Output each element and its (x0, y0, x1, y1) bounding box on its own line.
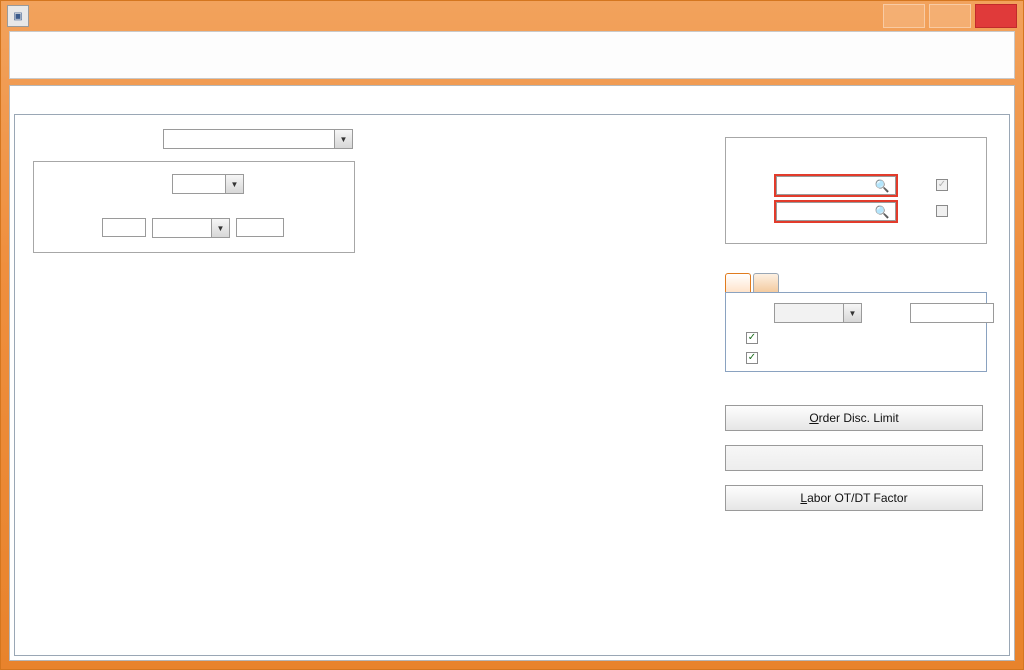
lost-repair-groupbox (725, 137, 987, 244)
consumable-tab-strip (725, 273, 779, 293)
labor-ot-dt-factor-label-rest: abor OT/DT Factor (807, 491, 908, 505)
pricing-month-by-combo[interactable] (163, 129, 353, 149)
consumable-on-discounted-amount-checkbox[interactable]: ✓ (747, 331, 757, 343)
discount-pre-approval-setup-button (725, 445, 983, 471)
consumable-value-input[interactable] (910, 303, 994, 323)
lost-rep-cost-checkbox[interactable]: ✓ (937, 179, 947, 190)
base-price-selection-combo[interactable] (172, 174, 244, 194)
client-area (9, 85, 1015, 661)
pricing-billing-panel (14, 114, 1010, 656)
repair-rep-cost-checkbox[interactable] (936, 205, 948, 217)
chevron-down-icon[interactable]: ▼ (225, 175, 243, 193)
consumable-on-first-invoice-checkbox[interactable]: ✓ (747, 351, 757, 363)
labor-ot-dt-factor-button[interactable]: Labor OT/DT Factor (725, 485, 983, 511)
minimize-button[interactable] (883, 4, 925, 28)
order-disc-limit-label-rest: rder Disc. Limit (818, 411, 899, 425)
maximize-button[interactable] (929, 4, 971, 28)
close-button[interactable] (975, 4, 1017, 28)
consumable-on-first-invoice-row[interactable] (746, 345, 765, 370)
chevron-down-icon[interactable]: ▼ (211, 219, 229, 237)
lost-sku-input[interactable] (776, 176, 896, 195)
order-disc-limit-button[interactable]: Order Disc. Limit (725, 405, 983, 431)
grid-groupbox (33, 161, 355, 253)
search-icon[interactable]: 🔍 (874, 204, 890, 219)
title-bar (1, 1, 1023, 31)
consumable-panel (725, 292, 987, 372)
repair-sku-input[interactable] (776, 202, 896, 221)
prorate-month-input[interactable] (236, 218, 284, 237)
tab-consumable[interactable] (725, 273, 751, 293)
prorate-week-input[interactable] (102, 218, 146, 237)
main-toolbar (9, 31, 1015, 79)
window-controls (879, 4, 1023, 28)
app-icon: ▣ (7, 5, 29, 27)
tab-damage-waiver[interactable] (753, 273, 779, 293)
search-icon[interactable]: 🔍 (874, 178, 890, 193)
prorate-week-unit-combo[interactable] (152, 218, 230, 238)
chevron-down-icon[interactable]: ▼ (843, 304, 861, 322)
chevron-down-icon[interactable]: ▼ (334, 130, 352, 148)
tab-strip (14, 90, 1010, 115)
consumable-type-combo[interactable] (774, 303, 862, 323)
